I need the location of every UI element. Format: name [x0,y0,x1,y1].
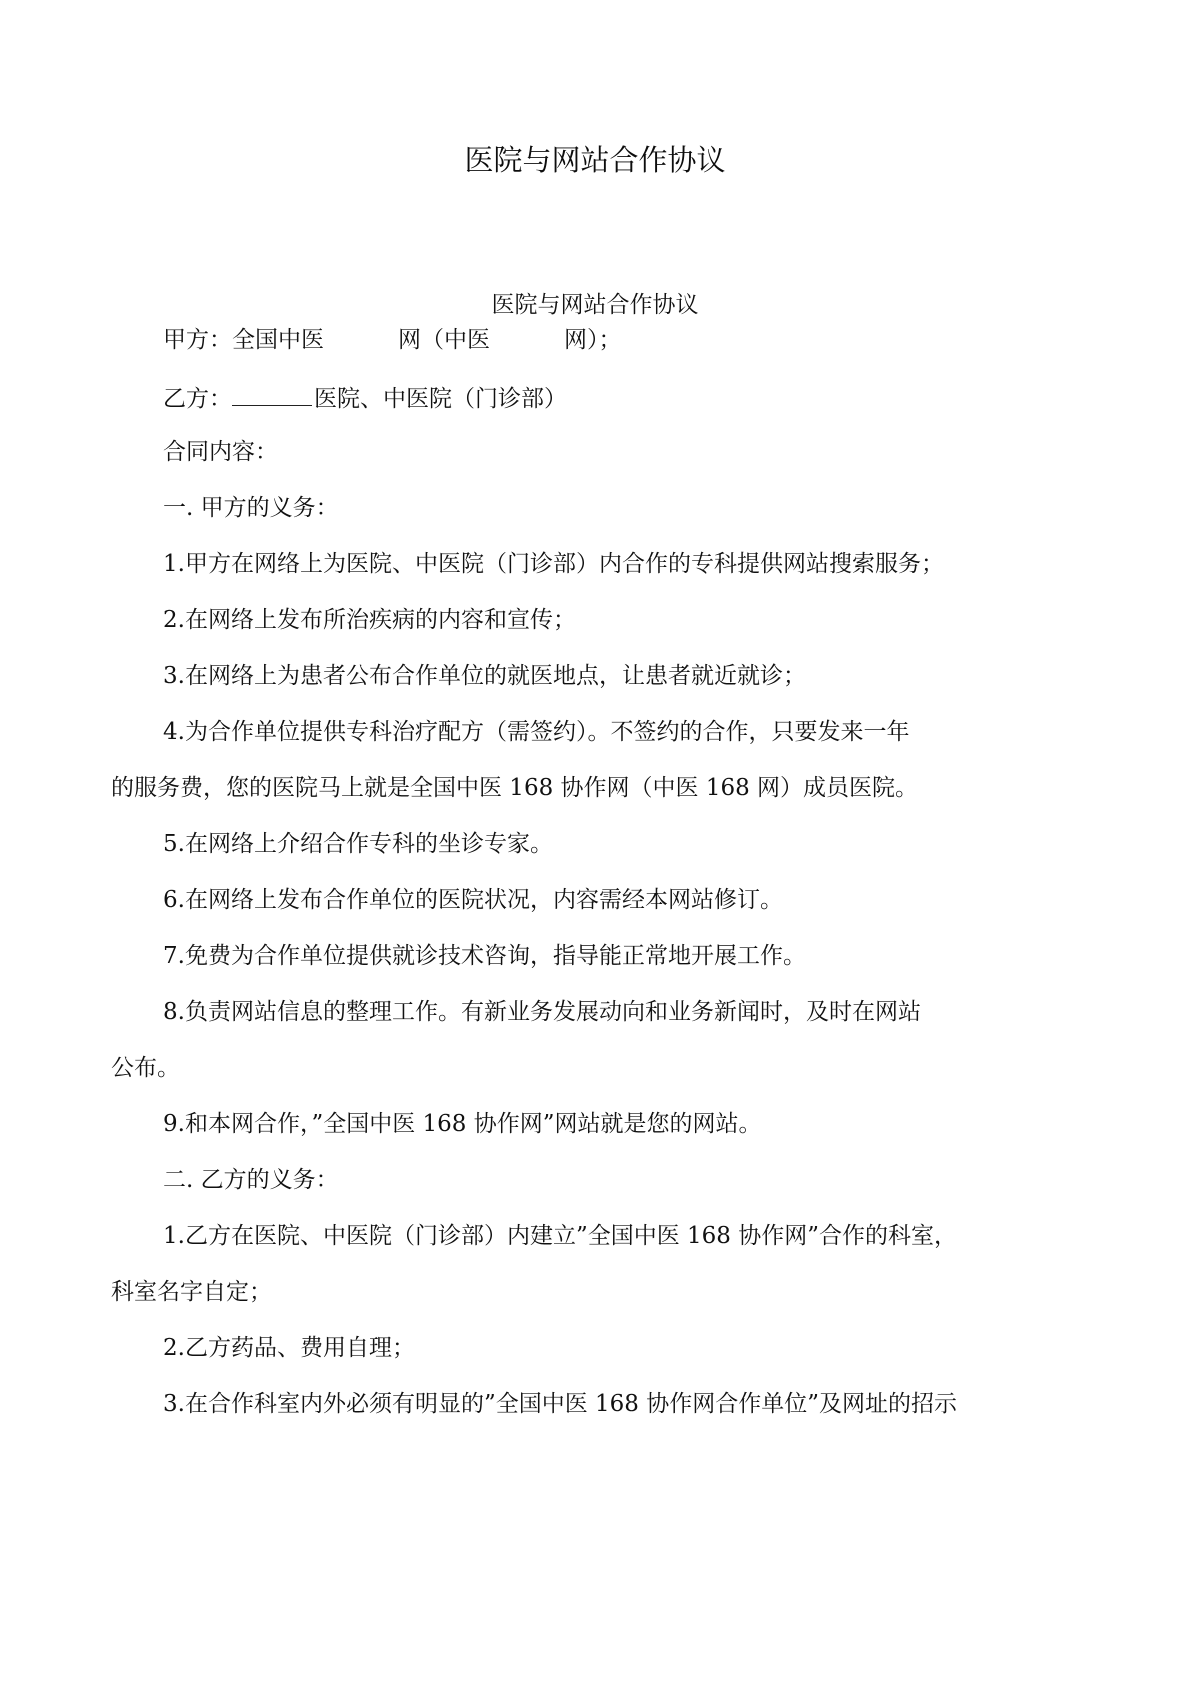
party-b-blank-field [232,379,312,406]
document-title: 医院与网站合作协议 [464,143,726,177]
section1-item: 2.在网络上发布所治疾病的内容和宣传； [163,607,576,633]
party-a-end: 网）； [564,327,622,353]
section2-item: 1.乙方在医院、中医院（门诊部）内建立”全国中医 168 协作网”合作的科室， [163,1223,957,1249]
party-a-mid: 网（中医 [398,327,490,353]
section2-item: 3.在合作科室内外必须有明显的”全国中医 168 协作网合作单位”及网址的招示 [163,1391,957,1417]
party-b-rest: 医院、中医院（门诊部） [314,386,567,412]
party-b-label: 乙方： [163,386,232,412]
party-a-label: 甲方：全国中医 [163,327,324,353]
party-a-line [163,323,622,357]
section1-item: 5.在网络上介绍合作专科的坐诊专家。 [163,831,553,857]
section1-item: 7.免费为合作单位提供就诊技术咨询，指导能正常地开展工作。 [163,943,806,969]
section1-item-continued: 的服务费，您的医院马上就是全国中医 168 协作网（中医 168 网）成员医院。 [111,775,919,801]
section1-item: 8.负责网站信息的整理工作。有新业务发展动向和业务新闻时，及时在网站 [163,999,921,1025]
section1-item: 3.在网络上为患者公布合作单位的就医地点，让患者就近就诊； [163,663,806,689]
section1-item: 4.为合作单位提供专科治疗配方（需签约）。不签约的合作，只要发来一年 [163,719,910,745]
section2-item: 2.乙方药品、费用自理； [163,1335,415,1361]
party-b-line [163,379,567,416]
document-subtitle: 医院与网站合作协议 [491,292,699,318]
section1-item: 1.甲方在网络上为医院、中医院（门诊部）内合作的专科提供网站搜索服务； [163,551,944,577]
section2-heading: 二. 乙方的义务： [163,1167,339,1193]
section1-item: 9.和本网合作，”全国中医 168 协作网”网站就是您的网站。 [163,1111,762,1137]
section2-item-continued: 科室名字自定； [111,1279,272,1305]
contract-content-label: 合同内容： [163,439,278,465]
section1-item: 6.在网络上发布合作单位的医院状况，内容需经本网站修订。 [163,887,783,913]
section1-item-continued: 公布。 [111,1055,180,1081]
section1-heading: 一. 甲方的义务： [163,495,339,521]
